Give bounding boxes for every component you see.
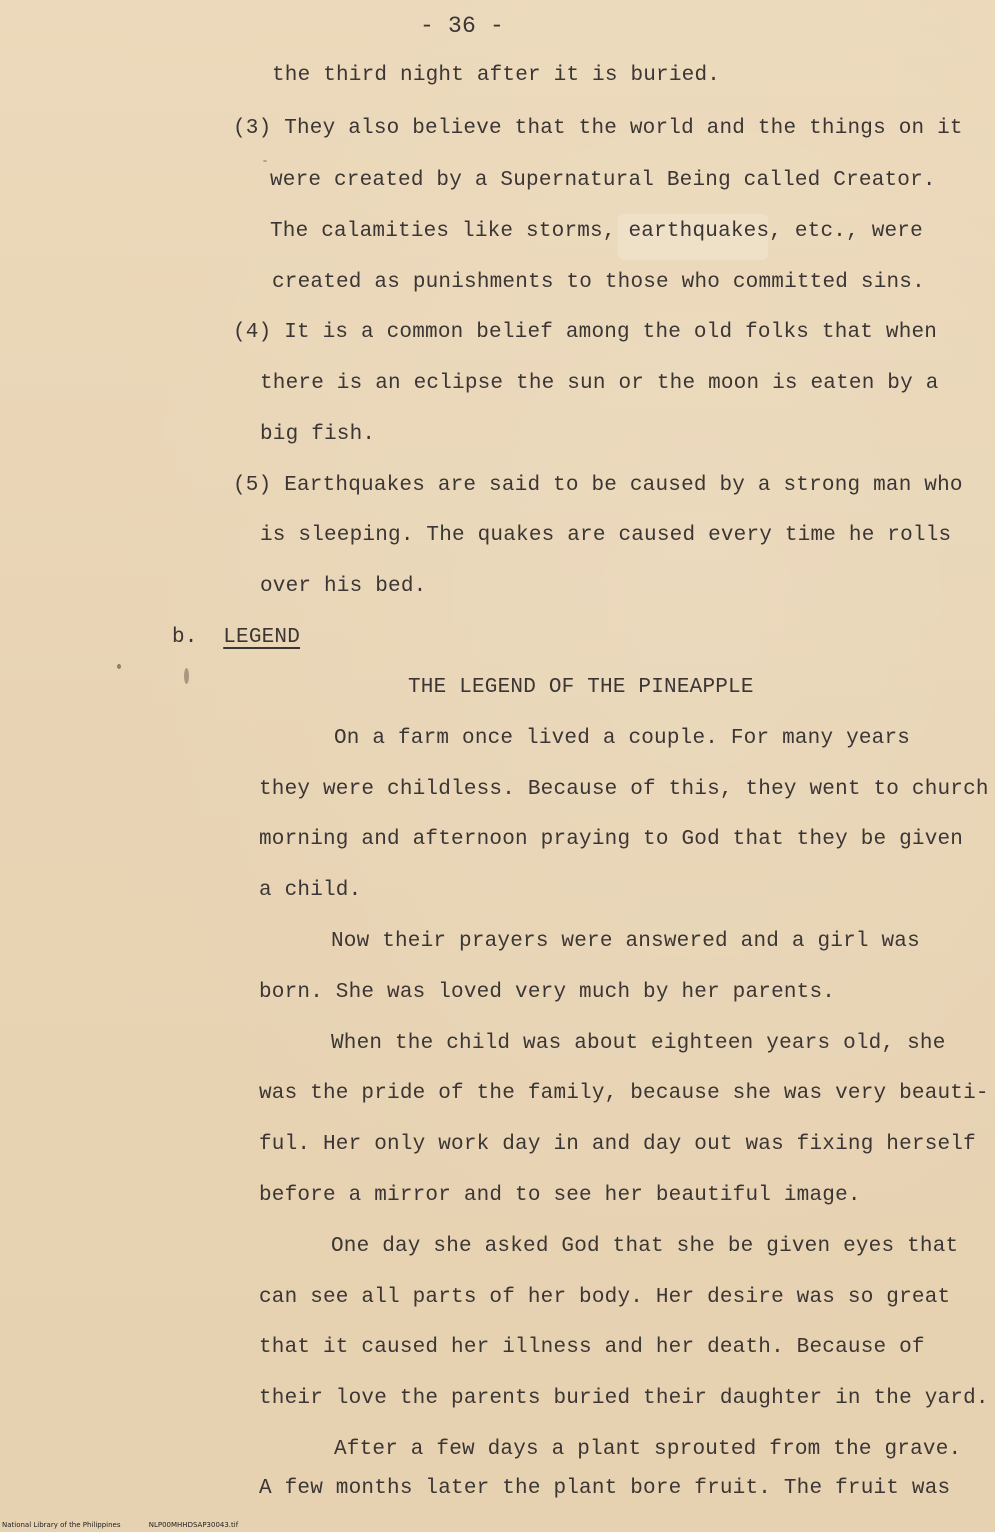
text-line: can see all parts of her body. Her desire was so great <box>259 1286 951 1309</box>
text-line: that it caused her illness and her death. Because of <box>259 1336 925 1359</box>
section-heading: LEGEND <box>223 626 301 649</box>
text-line: was the pride of the family, because she was very beauti- <box>259 1082 989 1105</box>
text-line: over his bed. <box>260 575 427 598</box>
section-label <box>172 625 300 651</box>
text-line: After a few days a plant sprouted from the grave. <box>334 1438 962 1461</box>
text-line: The calamities like storms, earthquakes, etc., were <box>270 220 923 243</box>
story-title: THE LEGEND OF THE PINEAPPLE <box>408 676 754 699</box>
text-line: (3) They also believe that the world and the things on it <box>233 117 963 140</box>
file-name: NLP00MHHDSAP30043.tif <box>148 1521 239 1529</box>
page-number: - 36 - <box>420 13 505 39</box>
text-line: there is an eclipse the sun or the moon is eaten by a <box>260 372 939 395</box>
text-line: the third night after it is buried. <box>272 64 721 87</box>
text-line: their love the parents buried their daughter in the yard. <box>259 1387 989 1410</box>
text-line: a child. <box>259 879 362 902</box>
ink-speck <box>117 664 121 669</box>
text-line: they were childless. Because of this, they went to church <box>259 778 989 801</box>
text-line: ful. Her only work day in and day out was fixing herself <box>259 1133 976 1156</box>
text-line: When the child was about eighteen years old, she <box>331 1032 946 1055</box>
text-line: Now their prayers were answered and a girl was <box>331 930 920 953</box>
text-line: before a mirror and to see her beautiful image. <box>259 1184 861 1207</box>
text-line: One day she asked God that she be given eyes that <box>331 1235 959 1258</box>
section-marker: b. <box>172 626 198 649</box>
text-line: On a farm once lived a couple. For many years <box>334 727 911 750</box>
text-line: (5) Earthquakes are said to be caused by a strong man who <box>233 474 963 497</box>
text-line: big fish. <box>260 423 376 446</box>
ink-speck <box>263 160 267 162</box>
archive-name: National Library of the Philippines <box>2 1521 121 1529</box>
text-line: created as punishments to those who committed sins. <box>272 271 925 294</box>
text-line: were created by a Supernatural Being called Creator. <box>270 169 936 192</box>
ink-speck <box>184 668 189 684</box>
text-line: A few months later the plant bore fruit. The fruit was <box>259 1477 951 1500</box>
scan-footer <box>2 1521 264 1529</box>
text-line: born. She was loved very much by her parents. <box>259 981 836 1004</box>
text-line: morning and afternoon praying to God that they be given <box>259 828 964 851</box>
text-line: (4) It is a common belief among the old folks that when <box>233 321 938 344</box>
text-line: is sleeping. The quakes are caused every time he rolls <box>260 524 952 547</box>
